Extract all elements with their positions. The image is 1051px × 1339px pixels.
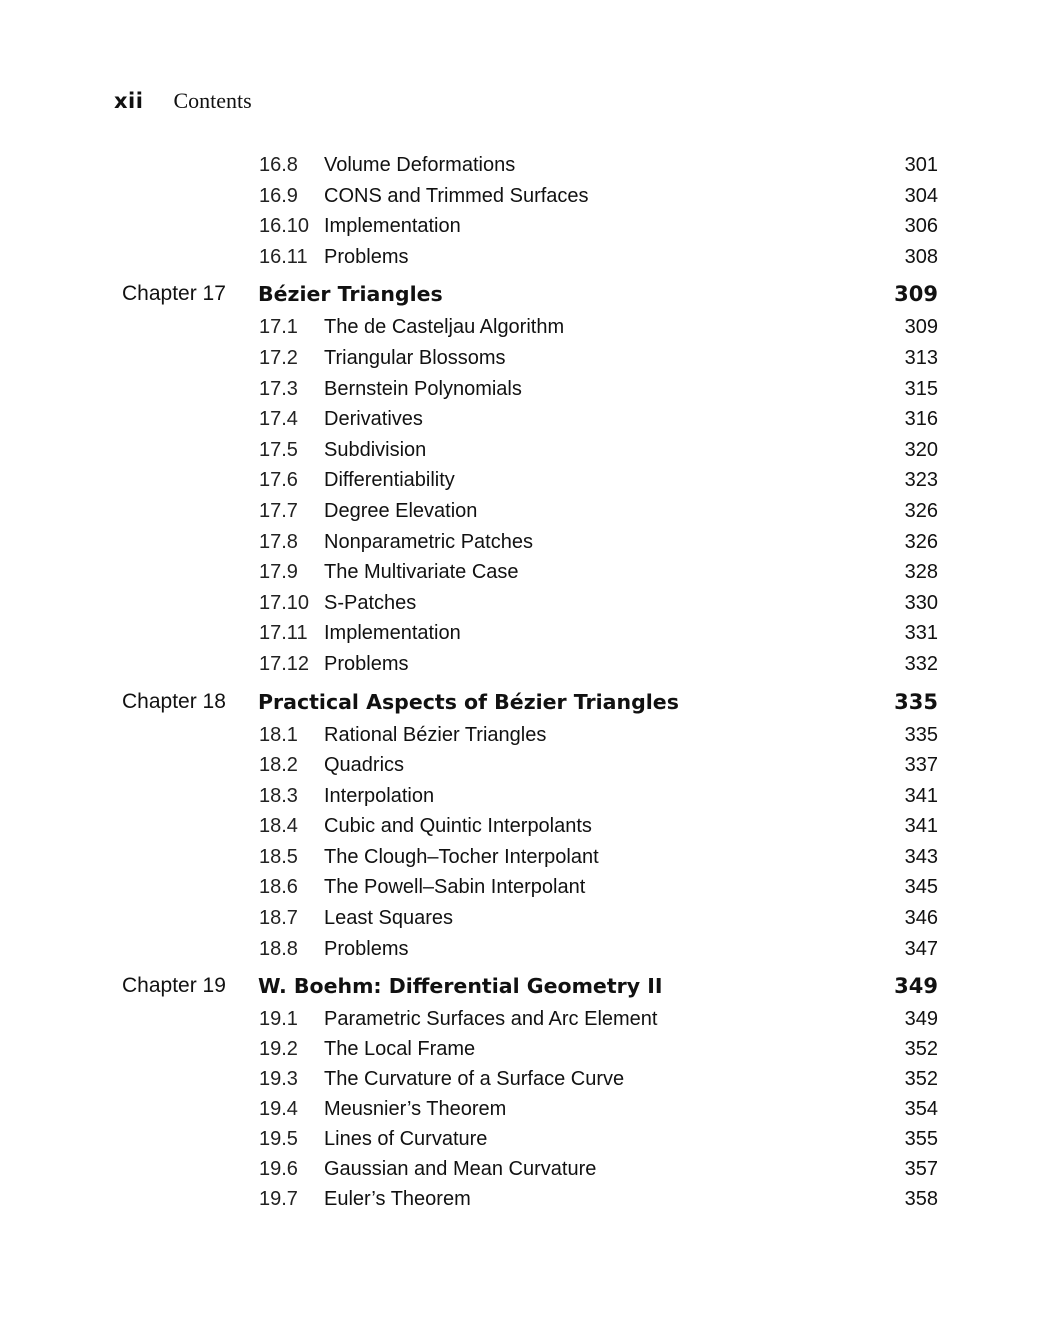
section-title: Problems — [324, 652, 409, 675]
section-number: 19.3 — [259, 1068, 298, 1091]
section-title: Triangular Blossoms — [324, 346, 506, 369]
toc-group — [0, 276, 1051, 679]
section-number: 17.6 — [259, 469, 298, 492]
section-entry[interactable] — [0, 750, 1051, 781]
section-entry[interactable] — [0, 242, 1051, 273]
running-head-title: Contents — [173, 88, 252, 113]
toc-group — [0, 968, 1051, 1214]
section-page-number: 331 — [904, 622, 938, 645]
section-page-number: 355 — [904, 1128, 938, 1151]
section-entry[interactable] — [0, 720, 1051, 751]
section-entry[interactable] — [0, 150, 1051, 181]
section-page-number: 352 — [904, 1038, 938, 1061]
section-number: 16.8 — [259, 154, 298, 176]
section-title: Bernstein Polynomials — [324, 377, 522, 400]
section-entry[interactable] — [0, 465, 1051, 496]
section-number: 18.8 — [259, 937, 298, 960]
section-page-number: 335 — [904, 723, 938, 746]
section-entry[interactable] — [0, 934, 1051, 965]
section-title: Implementation — [324, 622, 461, 645]
section-entry[interactable] — [0, 1154, 1051, 1184]
section-page-number: 304 — [904, 184, 938, 207]
section-title: Subdivision — [324, 438, 427, 461]
section-title: Lines of Curvature — [324, 1128, 488, 1151]
section-entry[interactable] — [0, 1124, 1051, 1154]
section-number: 17.2 — [259, 346, 298, 369]
section-number: 19.5 — [259, 1128, 298, 1151]
section-number: 17.7 — [259, 499, 298, 522]
section-page-number: 352 — [904, 1068, 938, 1091]
section-page-number: 306 — [904, 215, 938, 238]
section-entry[interactable] — [0, 435, 1051, 466]
section-entry[interactable] — [0, 872, 1051, 903]
section-page-number: 301 — [904, 154, 938, 176]
section-page-number: 358 — [904, 1188, 938, 1211]
section-entry[interactable] — [0, 1184, 1051, 1214]
section-title: Euler’s Theorem — [324, 1188, 471, 1211]
section-number: 17.12 — [259, 652, 310, 675]
section-number: 19.4 — [259, 1098, 298, 1121]
section-page-number: 326 — [904, 499, 938, 522]
section-page-number: 315 — [904, 377, 938, 400]
toc-group — [0, 150, 1051, 272]
section-number: 18.6 — [259, 876, 298, 899]
section-number: 19.1 — [259, 1008, 298, 1031]
section-page-number: 330 — [904, 591, 938, 614]
section-title: Meusnier’s Theorem — [324, 1098, 507, 1121]
section-page-number: 337 — [904, 754, 938, 777]
section-number: 18.4 — [259, 815, 298, 838]
section-entry[interactable] — [0, 781, 1051, 812]
section-number: 19.2 — [259, 1038, 298, 1061]
section-title: Interpolation — [324, 784, 435, 807]
section-number: 17.1 — [259, 316, 298, 339]
section-page-number: 323 — [904, 469, 938, 492]
section-number: 17.8 — [259, 530, 298, 553]
section-entry[interactable] — [0, 527, 1051, 558]
section-page-number: 346 — [904, 907, 938, 930]
section-entry[interactable] — [0, 343, 1051, 374]
chapter-label: Chapter 19 — [122, 974, 226, 998]
chapter-title: W. Boehm: Differential Geometry II — [258, 974, 663, 999]
section-number: 17.4 — [259, 408, 298, 431]
chapter-page-number: 309 — [894, 282, 938, 307]
section-number: 17.5 — [259, 438, 298, 461]
section-title: Degree Elevation — [324, 499, 478, 522]
section-number: 19.6 — [259, 1158, 298, 1181]
section-title: Differentiability — [324, 469, 455, 492]
section-entry[interactable] — [0, 588, 1051, 619]
chapter-entry[interactable] — [0, 684, 1051, 720]
section-entry[interactable] — [0, 211, 1051, 242]
section-number: 16.10 — [259, 215, 310, 238]
section-title: Volume Deformations — [324, 154, 516, 176]
section-number: 18.3 — [259, 784, 298, 807]
section-title: The Powell–Sabin Interpolant — [324, 876, 586, 899]
section-number: 18.2 — [259, 754, 298, 777]
section-number: 18.5 — [259, 845, 298, 868]
section-entry[interactable] — [0, 312, 1051, 343]
section-number: 19.7 — [259, 1188, 298, 1211]
section-number: 16.9 — [259, 184, 298, 207]
section-page-number: 345 — [904, 876, 938, 899]
section-page-number: 354 — [904, 1098, 938, 1121]
section-entry[interactable] — [0, 903, 1051, 934]
section-title: Derivatives — [324, 408, 423, 431]
section-number: 18.7 — [259, 907, 298, 930]
section-title: CONS and Trimmed Surfaces — [324, 184, 589, 207]
section-page-number: 332 — [904, 652, 938, 675]
section-page-number: 347 — [904, 937, 938, 960]
chapter-entry[interactable] — [0, 276, 1051, 312]
section-entry[interactable] — [0, 404, 1051, 435]
section-page-number: 328 — [904, 561, 938, 584]
section-page-number: 313 — [904, 346, 938, 369]
section-number: 17.10 — [259, 591, 310, 614]
section-page-number: 341 — [904, 784, 938, 807]
section-title: Implementation — [324, 215, 461, 238]
section-number: 17.11 — [259, 622, 308, 645]
section-title: The Clough–Tocher Interpolant — [324, 845, 599, 868]
section-entry[interactable] — [0, 557, 1051, 588]
chapter-label: Chapter 18 — [122, 689, 226, 713]
section-title: The Local Frame — [324, 1038, 476, 1061]
section-entry[interactable] — [0, 374, 1051, 405]
section-title: The Multivariate Case — [324, 561, 519, 584]
section-number: 17.9 — [259, 561, 298, 584]
section-number: 16.11 — [259, 245, 308, 268]
section-title: Gaussian and Mean Curvature — [324, 1158, 597, 1181]
chapter-entry[interactable] — [0, 968, 1051, 1004]
section-entry[interactable] — [0, 842, 1051, 873]
section-page-number: 309 — [904, 316, 938, 339]
chapter-label: Chapter 17 — [122, 282, 226, 306]
running-head — [114, 88, 252, 118]
table-of-contents — [0, 150, 1051, 1214]
section-page-number: 343 — [904, 845, 938, 868]
section-page-number: 349 — [904, 1008, 938, 1031]
section-title: Nonparametric Patches — [324, 530, 533, 553]
section-page-number: 320 — [904, 438, 938, 461]
section-title: The de Casteljau Algorithm — [324, 316, 565, 339]
section-page-number: 326 — [904, 530, 938, 553]
section-entry[interactable] — [0, 1094, 1051, 1124]
section-title: Least Squares — [324, 907, 453, 930]
section-title: S-Patches — [324, 591, 417, 614]
chapter-page-number: 349 — [894, 974, 938, 999]
section-entry[interactable] — [0, 811, 1051, 842]
section-number: 17.3 — [259, 377, 298, 400]
section-page-number: 341 — [904, 815, 938, 838]
section-title: Parametric Surfaces and Arc Element — [324, 1008, 658, 1031]
section-title: Problems — [324, 937, 409, 960]
section-entry[interactable] — [0, 649, 1051, 680]
section-number: 18.1 — [259, 723, 298, 746]
section-title: The Curvature of a Surface Curve — [324, 1068, 625, 1091]
section-title: Quadrics — [324, 754, 405, 777]
chapter-title: Practical Aspects of Bézier Triangles — [258, 689, 679, 714]
section-entry[interactable] — [0, 496, 1051, 527]
section-title: Problems — [324, 245, 409, 268]
section-page-number: 316 — [904, 408, 938, 431]
section-entry[interactable] — [0, 1004, 1051, 1034]
toc-group — [0, 684, 1051, 965]
section-entry[interactable] — [0, 618, 1051, 649]
section-entry[interactable] — [0, 181, 1051, 212]
section-title: Cubic and Quintic Interpolants — [324, 815, 592, 838]
section-entry[interactable] — [0, 1064, 1051, 1094]
section-entry[interactable] — [0, 1034, 1051, 1064]
chapter-page-number: 335 — [894, 689, 938, 714]
section-page-number: 357 — [904, 1158, 938, 1181]
section-title: Rational Bézier Triangles — [324, 723, 547, 746]
chapter-title: Bézier Triangles — [258, 282, 443, 307]
section-page-number: 308 — [904, 245, 938, 268]
page-folio: xii — [114, 89, 144, 113]
